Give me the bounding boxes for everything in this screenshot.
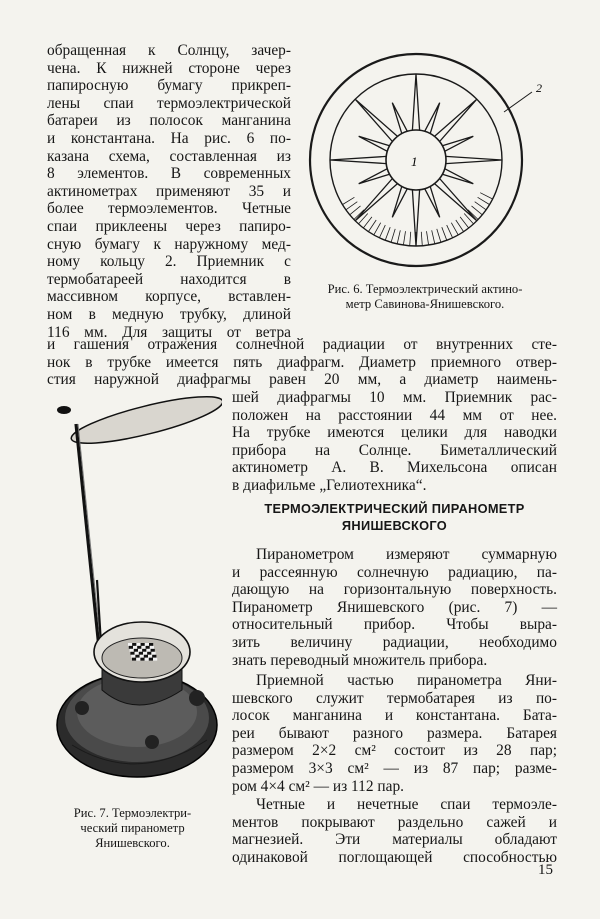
text-line: массивном корпусе, вставлен- (47, 288, 291, 306)
text-line: казана схема, составленная из (47, 147, 291, 165)
checker-cell (142, 649, 146, 652)
figure-6-label-center: 1 (411, 154, 418, 169)
text-column-mid-right (232, 389, 557, 495)
checker-cell (137, 646, 141, 649)
checker-cell (146, 646, 150, 649)
text-line: и гашения отражения солнечной радиации от внутренних сте- (47, 336, 557, 353)
rod (76, 424, 99, 648)
hatch-line (427, 231, 429, 245)
text-line: и константана. На рис. 6 по- (47, 129, 291, 147)
hatch-line (385, 227, 390, 240)
checker-cell (128, 643, 132, 646)
thermo-strip-inner (442, 169, 473, 184)
shade-screen (68, 390, 222, 452)
text-line: Пиранометром измеряют суммарную (256, 546, 557, 563)
checker-cell (153, 658, 157, 661)
thermo-strip-inner (425, 186, 440, 217)
thermo-strip (446, 156, 502, 163)
hatch-line (374, 223, 381, 235)
leader-line-2 (504, 92, 532, 112)
thermo-strip (355, 179, 397, 221)
checker-cell (145, 658, 149, 661)
hatch-line (363, 217, 372, 228)
text-line: На трубке имеются целики для наводки (232, 424, 557, 442)
caption-line: Рис. 6. Термоэлектрический актино- (327, 282, 523, 296)
checker-cell (140, 658, 144, 661)
thermo-strip (435, 99, 477, 141)
page-number: 15 (538, 862, 553, 878)
text-column-top-left (47, 42, 291, 341)
checker-cell (146, 649, 150, 652)
hatch-line (403, 231, 405, 245)
text-line: реи бывают разного размера. Батарея (232, 724, 557, 742)
text-line: ном в медную трубку, длиной (47, 305, 291, 323)
hatch-line (475, 202, 486, 210)
checker-cell (140, 655, 144, 658)
text-line: чена. К нижней стороне через (47, 59, 291, 77)
text-line: прибора на Солнце. Биметаллический (232, 441, 557, 459)
hatch-line (432, 230, 435, 244)
heading-line: ТЕРМОЭЛЕКТРИЧЕСКИЙ ПИРАНОМЕТР (264, 501, 525, 516)
text-line: более термоэлементов. Четные (47, 200, 291, 218)
caption-line: Рис. 7. Термоэлектри- (73, 806, 192, 820)
hatch-line (350, 206, 361, 215)
thermo-strip-inner (392, 103, 407, 134)
thermo-strip-inner (392, 186, 407, 217)
text-line: размером 2×2 см² состоит из 28 пар; (232, 742, 557, 760)
paragraph-pyranometer (232, 546, 557, 669)
hatch-line (391, 229, 395, 242)
checker-cell (136, 643, 140, 646)
checker-cell (129, 646, 133, 649)
text-line: и рассеянную солнечную радиацию, па- (232, 563, 557, 581)
paragraph-receiver (232, 672, 557, 795)
paragraph-junctions (232, 796, 557, 866)
figure-6-diagram (304, 42, 564, 282)
hatch-line (410, 232, 411, 246)
figure-6-caption (305, 282, 545, 312)
figure-7-pyranometer-illustration (42, 390, 222, 800)
text-full-width (47, 336, 557, 389)
text-line: 116 мм. Для защиты от ветра (47, 323, 291, 341)
thermo-strip-inner (442, 136, 473, 151)
thermo-strip-inner (359, 169, 390, 184)
text-line: батареи из полосок манганина (47, 112, 291, 130)
checker-cell (132, 658, 136, 661)
checker-cell (141, 643, 145, 646)
hatch-line (397, 230, 400, 244)
text-line: актинометрах применяют 35 и (47, 182, 291, 200)
text-line: шевского служит термобатарея из по- (232, 689, 557, 707)
hatch-line (379, 225, 385, 238)
hatch-line (442, 227, 447, 240)
caption-line: ческий пиранометр (80, 821, 185, 835)
figure-6-label-ring: 2 (536, 81, 542, 95)
section-heading (232, 500, 557, 534)
checker-cell (131, 655, 135, 658)
checker-cell (133, 646, 137, 649)
checker-cell (143, 652, 147, 655)
checker-cell (148, 655, 152, 658)
thermo-strip (435, 179, 477, 221)
text-line: нок в трубке имеется пять диафрагм. Диаметр приемного отвер- (47, 353, 557, 371)
hatch-line (480, 193, 492, 199)
text-line: сную бумагу к наружному мед- (47, 235, 291, 253)
checker-cell (150, 646, 154, 649)
text-line: термобатареей находится в (47, 270, 291, 288)
hatch-line (342, 197, 354, 204)
checker-cell (151, 649, 155, 652)
hatch-line (447, 225, 453, 238)
text-line: шей диафрагмы 10 мм. Приемник рас- (232, 389, 557, 406)
text-line: актинометр А. В. Михельсона описан (232, 459, 557, 477)
text-line: ром 4×4 см² — из 112 пар. (232, 777, 405, 795)
checker-cell (149, 643, 153, 646)
text-line: ному кольцу 2. Приемник с (47, 253, 291, 271)
checker-cell (149, 658, 153, 661)
thermo-strip (355, 99, 397, 141)
text-line: магнезией. Эти материалы обладают (232, 831, 557, 849)
hatch-line (437, 229, 441, 242)
hatch-line (346, 202, 357, 210)
text-line: знать переводный множитель прибора. (232, 651, 488, 669)
thermo-strip (412, 74, 419, 130)
checker-cell (132, 643, 136, 646)
checker-cell (145, 643, 149, 646)
checker-cell (135, 652, 139, 655)
hatch-line (456, 220, 464, 232)
hatch-line (472, 206, 483, 215)
text-line: лосок манганина и константана. Бата- (232, 707, 557, 725)
hatch-line (451, 223, 458, 235)
text-line: дающую на горизонтальную поверхность. (232, 581, 557, 599)
caption-line: метр Савинова-Янишевского. (345, 297, 505, 311)
checker-cell (138, 649, 142, 652)
checker-cell (130, 649, 134, 652)
text-line: Пиранометр Янишевского (рис. 7) — (232, 598, 557, 616)
text-line: 8 элементов. В современных (47, 165, 291, 183)
checker-cell (151, 652, 155, 655)
hatch-line (421, 232, 422, 246)
checkerboard-receiver (128, 643, 157, 661)
text-line: зить величину радиации, необходимо (232, 633, 557, 651)
thermo-strip (330, 156, 386, 163)
text-line: спаи приклеены через папиро- (47, 217, 291, 235)
caption-line: Янишевского. (95, 836, 170, 850)
hatch-line (478, 197, 490, 204)
text-line: одинаковой поглощающей способностью (232, 848, 557, 866)
thermo-strip-inner (359, 136, 390, 151)
checker-cell (139, 652, 143, 655)
checker-cell (134, 649, 138, 652)
text-line: папиросную бумагу прикреп- (47, 77, 291, 95)
figure-7-caption (45, 806, 220, 851)
checker-cell (152, 655, 156, 658)
text-line: положен на расстоянии 44 мм от нее. (232, 406, 557, 424)
heading-line: ЯНИШЕВСКОГО (341, 518, 448, 533)
text-line: ментов покрывают раздельно сажей и (232, 813, 557, 831)
checker-cell (144, 655, 148, 658)
checker-cell (135, 655, 139, 658)
text-line: стия наружной диафрагмы равен 20 мм, а диаметр наимень- (47, 371, 557, 389)
hatch-line (368, 220, 376, 232)
text-line: Приемной частью пиранометра Яни- (256, 672, 557, 689)
text-line: в диафильме „Гелиотехника“. (232, 476, 427, 494)
checker-cell (147, 652, 151, 655)
text-line: обращенная к Солнцу, зачер- (47, 42, 291, 59)
hatch-line (460, 217, 469, 228)
thermo-strip-inner (425, 103, 440, 134)
checker-cell (141, 646, 145, 649)
checker-cell (130, 652, 134, 655)
text-line: Четные и нечетные спаи термоэле- (256, 796, 557, 813)
text-line: относительный прибор. Чтобы выра- (232, 616, 557, 634)
text-line: размером 3×3 см² — из 87 пар; разме- (232, 759, 557, 777)
text-line: лены спаи термоэлектрической (47, 94, 291, 112)
checker-cell (136, 658, 140, 661)
